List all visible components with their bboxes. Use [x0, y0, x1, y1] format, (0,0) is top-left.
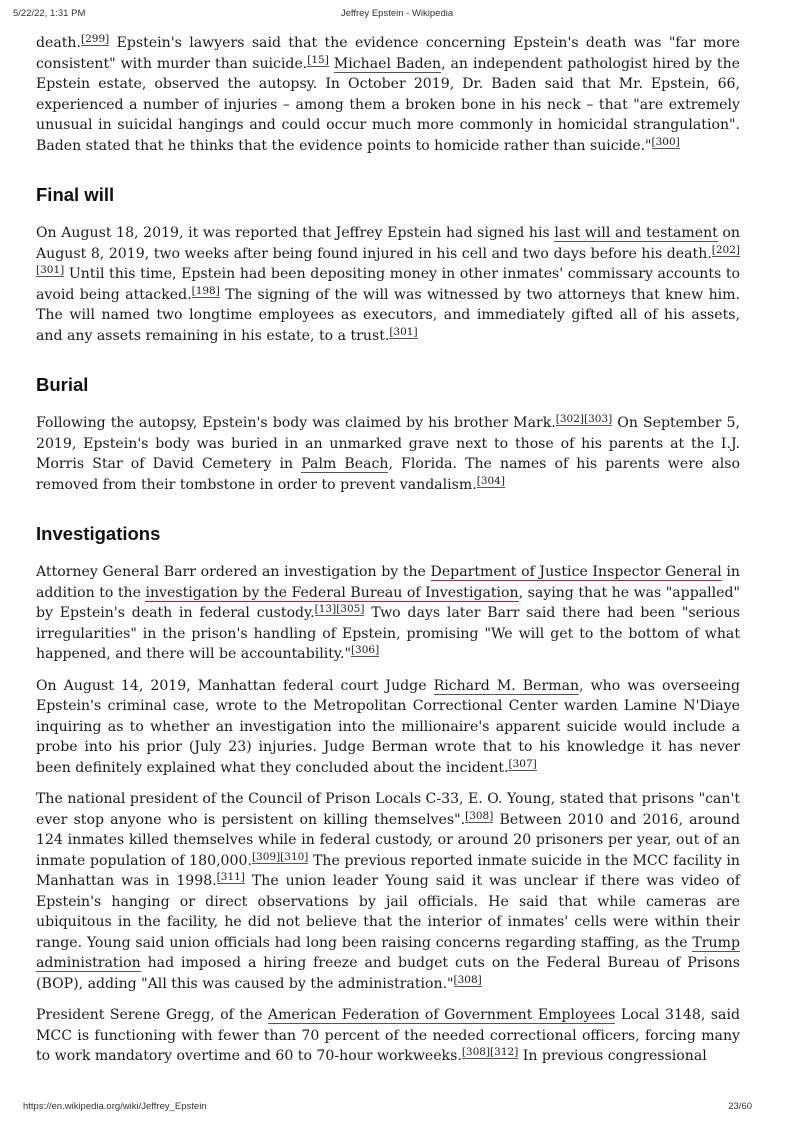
- text: In previous congressional: [518, 1048, 707, 1064]
- text: The union leader Young said it was unclear if there was video of Epstein's hanging or direct observations by jail officials. He said that while cameras are ubiquitous in the facility, he did not believe that the interior of inmates' cells were within their range. Young said union officials had long been raising concerns regarding staffing, as the: [36, 873, 740, 951]
- investigations-paragraph-3: [36, 789, 740, 994]
- text: , who was overseeing Epstein's criminal case, wrote to the Metropolitan Correctional Center warden Lamine N'Diaye inquiring as to whether an investigation into the millionaire's apparent suicide would include a probe into his prior (July 23) injuries. Judge Berman wrote that to his knowledge it has never been definitely explained what they concluded about the incident.: [36, 677, 741, 776]
- link-trump-administration[interactable]: Trump administration: [36, 934, 740, 971]
- text: President Serene Gregg, of the: [36, 1007, 268, 1023]
- print-date: 5/22/22, 1:31 PM: [13, 8, 86, 19]
- citation-307[interactable]: [307]: [508, 757, 537, 770]
- citation-308-312[interactable]: [308][312]: [461, 1046, 519, 1058]
- text: on August 8, 2019, two weeks after being found injured in his cell and two days before his death.: [36, 225, 740, 262]
- text: Until this time, Epstein had been depositing money in other inmates' commissary accounts to avoid being attacked.: [36, 266, 740, 303]
- citation-311[interactable]: [311]: [216, 871, 245, 883]
- citation-306[interactable]: [306]: [350, 644, 380, 656]
- burial-paragraph: [36, 413, 740, 495]
- text: , Florida. The names of his parents were also removed from their tombstone in order to prevent vandalism.: [36, 456, 740, 493]
- heading-investigations: Investigations: [36, 523, 161, 544]
- text: On September 5, 2019, Epstein's body was buried in an unmarked grave next to those of his parents at the I.J. Morris Star of David Cemetery in: [36, 415, 740, 472]
- text: Local 3148, said MCC is functioning with fewer than 70 percent of the needed correctional officers, forcing many to work mandatory overtime and 60 to 70-hour workweeks.: [36, 1007, 740, 1064]
- text: The previous reported inmate suicide in the MCC facility in Manhattan was in 1998.: [36, 852, 740, 889]
- citation-300[interactable]: [300]: [651, 135, 680, 148]
- text: On August 18, 2019, it was reported that Jeffrey Epstein had signed his: [36, 225, 555, 241]
- text: Between 2010 and 2016, around 124 inmates killed themselves while in federal custody, or around 20 prisoners per year, out of an inmate population of 180,000.: [36, 811, 740, 869]
- citation-309-310[interactable]: [309][310]: [251, 850, 309, 863]
- investigations-paragraph-1: [36, 562, 740, 665]
- text: Epstein's lawyers said that the evidence concerning Epstein's death was "far more consistent" with murder than suicide.: [36, 35, 740, 72]
- citation-13-305[interactable]: [13][305]: [314, 603, 365, 615]
- final-will-paragraph: [36, 223, 740, 346]
- page-number: 23/60: [728, 1101, 752, 1112]
- citation-202-301[interactable]: [202][301]: [36, 243, 740, 276]
- text: The national president of the Council of Prison Locals C-33, E. O. Young, stated that prisons "can't ever stop anyone who is persistent on killing themselves".: [36, 791, 740, 828]
- article-body: [36, 33, 740, 1078]
- text: The signing of the will was witnessed by two attorneys that knew him. The will named two longtime employees as executors, and immediately gifted all of his assets, and any assets remaining in his estate, to a trust.: [36, 286, 741, 344]
- heading-final-will: Final will: [36, 184, 115, 205]
- investigations-paragraph-4: [36, 1005, 740, 1067]
- text: On August 14, 2019, Manhattan federal court Judge: [36, 677, 434, 694]
- citation-302-303[interactable]: [302][303]: [555, 413, 613, 425]
- citation-301[interactable]: [301]: [389, 325, 418, 338]
- print-title: Jeffrey Epstein - Wikipedia: [340, 8, 454, 19]
- link-doj-inspector-general[interactable]: Department of Justice Inspector General: [430, 564, 722, 580]
- text: Attorney General Barr ordered an investigation by the: [36, 564, 431, 580]
- link-afge[interactable]: American Federation of Government Employees: [267, 1007, 616, 1023]
- intro-paragraph: [36, 33, 740, 156]
- citation-308[interactable]: [308]: [465, 809, 494, 822]
- print-header: [0, 8, 794, 22]
- citation-308[interactable]: [308]: [453, 973, 482, 986]
- print-footer: [0, 1101, 794, 1115]
- link-fbi-investigation[interactable]: investigation by the Federal Bureau of Investigation: [145, 584, 519, 601]
- page-url: https://en.wikipedia.org/wiki/Jeffrey_Epstein: [23, 1101, 207, 1112]
- investigations-paragraph-2: [36, 676, 740, 779]
- link-michael-baden[interactable]: Michael Baden: [333, 55, 442, 72]
- text: had imposed a hiring freeze and budget cuts on the Federal Bureau of Prisons (BOP), adding "All this was caused by the administration.": [36, 955, 740, 992]
- text: Two days later Barr said there had been "serious irregularities" in the prison's handling of Epstein, promising "We will get to the bottom of what happened, and there will be accountability.": [36, 605, 740, 662]
- heading-burial: Burial: [36, 374, 89, 395]
- text: , an independent pathologist hired by the Epstein estate, observed the autopsy. In October 2019, Dr. Baden said that Mr. Epstein, 66, experienced a number of injuries – among them a broken bone in his neck – that "are extremely unusual in suicidal hangings and could occur much more commonly in homicidal strangulation". Baden stated that he thinks that the evidence points to homicide rather than suicide.": [36, 55, 741, 154]
- link-palm-beach[interactable]: Palm Beach: [301, 456, 389, 472]
- text: death.: [36, 35, 81, 51]
- text: , saying that he was "appalled" by Epstein's death in federal custody.: [36, 584, 740, 621]
- citation-15[interactable]: [15]: [307, 53, 329, 66]
- citation-304[interactable]: [304]: [476, 474, 505, 487]
- text: Following the autopsy, Epstein's body was claimed by his brother Mark.: [36, 415, 556, 431]
- link-last-will[interactable]: last will and testament: [554, 225, 718, 241]
- citation-198[interactable]: [198]: [191, 284, 220, 297]
- citation-299[interactable]: [299]: [81, 33, 110, 45]
- link-richard-berman[interactable]: Richard M. Berman: [433, 677, 580, 694]
- text: in addition to the: [36, 564, 740, 601]
